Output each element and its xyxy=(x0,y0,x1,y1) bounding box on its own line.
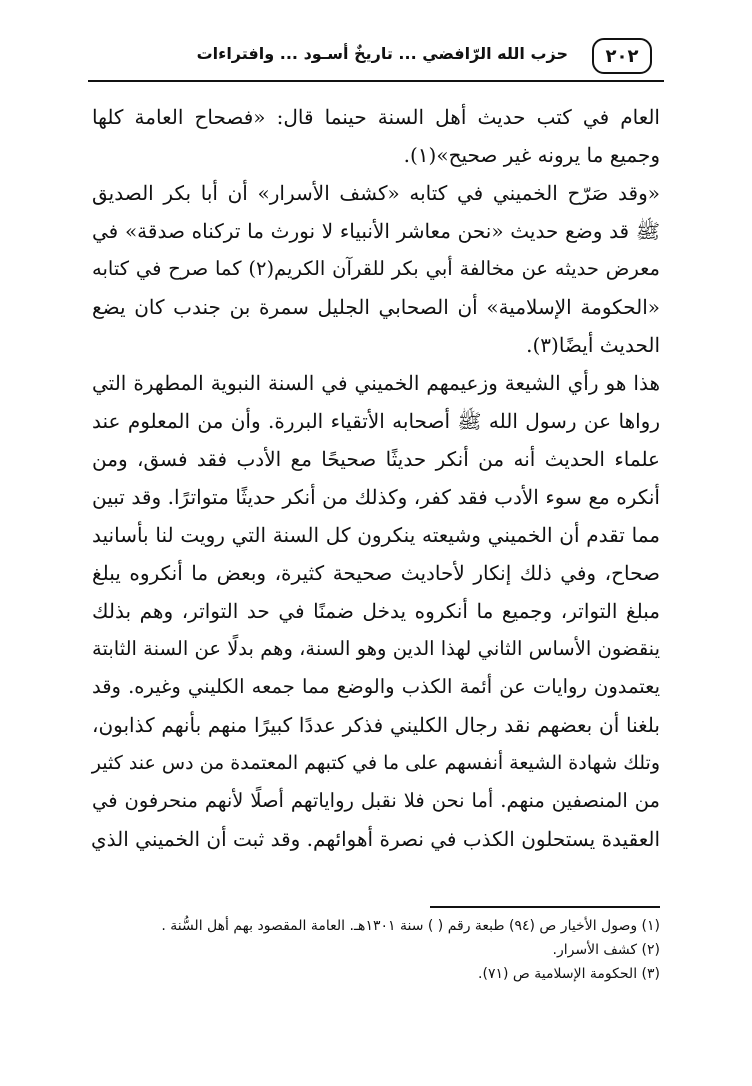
text-line: وجميع ما يرونه غير صحيح»(١). xyxy=(403,143,660,167)
footnotes xyxy=(92,914,660,986)
footnote-divider xyxy=(430,906,660,908)
text-line: ﷺ قد وضع حديث «نحن معاشر الأنبياء لا نورث ما تركناه صدقة» في xyxy=(92,219,660,243)
text-line: رواها عن رسول الله ﷺ أصحابه الأتقياء البررة. وأن من المعلوم عند xyxy=(92,409,660,433)
footnote: (٣) الحكومة الإسلامية ص (٧١). xyxy=(478,966,660,982)
text-line: ينقضون الأساس الثاني لهذا الدين وهو السنة، وهم بدلًا عن السنة الثابتة xyxy=(92,637,660,660)
text-line: الحديث أيضًا(٣). xyxy=(526,333,660,357)
text-line: أنكره مع سوء الأدب فقد كفر، وكذلك من أنكر حديثًا متواترًا. وقد تبين xyxy=(92,485,660,509)
footnote: (٢) كشف الأسرار. xyxy=(552,942,660,958)
text-line: معرض حديثه عن مخالفة أبي بكر للقرآن الكريم(٢) كما صرح في كتابه xyxy=(92,257,660,280)
text-line: «الحكومة الإسلامية» أن الصحابي الجليل سمرة بن جندب كان يضع xyxy=(92,295,660,319)
footnote: (١) وصول الأخيار ص (٩٤) طبعة رقم ( ) سنة ١٣٠١هـ. العامة المقصود بهم أهل السُّنة . xyxy=(161,918,660,934)
text-line: علماء الحديث أنه من أنكر حديثًا صحيحًا مع الأدب فقد فسق، ومن xyxy=(92,447,660,471)
body-text xyxy=(92,98,660,858)
page-number xyxy=(592,38,652,74)
text-line: صحاح، وفي ذلك إنكار لأحاديث صحيحة كثيرة، وبعض ما أنكروه يبلغ xyxy=(92,561,660,585)
text-line: «وقد صَرّح الخميني في كتابه «كشف الأسرار» أن أبا بكر الصديق xyxy=(92,181,660,205)
text-line: مما تقدم أن الخميني وشيعته ينكرون كل السنة التي رويت لنا بأسانيد xyxy=(92,523,660,547)
text-line: بلغنا أن بعضهم نقد رجال الكليني فذكر عددًا كبيرًا منهم بأنهم كذابون، xyxy=(92,713,660,737)
text-line: وتلك شهادة الشيعة أنفسهم على ما في كتبهم المعتمدة من دس عند كثير xyxy=(91,752,660,774)
text-line: مبلغ التواتر، وجميع ما أنكروه يدخل ضمنًا في حد التواتر، وهم بذلك xyxy=(92,599,660,623)
header-divider xyxy=(88,80,664,82)
text-line: يعتمدون روايات عن أئمة الكذب والوضع مما جمعه الكليني وغيره. وقد xyxy=(92,675,660,698)
text-line: العام في كتب حديث أهل السنة حينما قال: «فصحاح العامة كلها xyxy=(92,105,660,129)
page-number-text: ٢٠٢ xyxy=(605,45,639,67)
running-header: حزب الله الرّافضي ... تاريخٌ أسـود ... وافتراءات xyxy=(196,44,568,63)
text-line: العقيدة يستحلون الكذب في نصرة أهوائهم. وقد ثبت أن الخميني الذي xyxy=(91,827,660,851)
text-line: من المنصفين منهم. أما نحن فلا نقبل رواياتهم أصلًا لأنهم منحرفون في xyxy=(92,789,660,812)
text-line: هذا هو رأي الشيعة وزعيمهم الخميني في السنة النبوية المطهرة التي xyxy=(92,371,660,395)
